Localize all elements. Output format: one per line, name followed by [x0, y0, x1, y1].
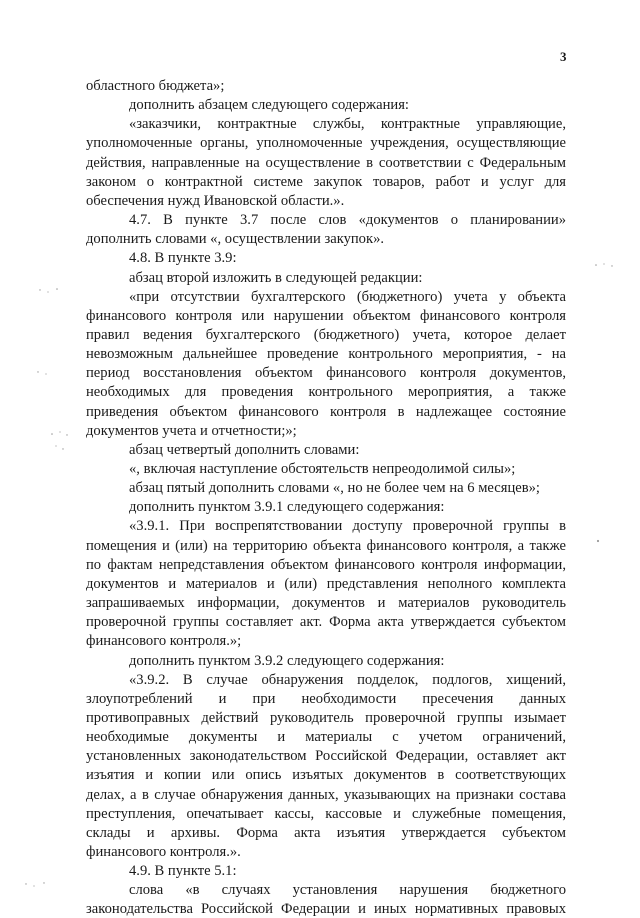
- text-line: абзац четвертый дополнить словами:: [129, 441, 360, 458]
- text-line: дополнить абзацем следующего содержания:: [129, 97, 409, 114]
- text-line: 4.9. В пункте 5.1:: [129, 863, 237, 880]
- text-line: документов учета и отчетности;»;: [86, 422, 297, 439]
- text-line: дополнить пунктом 3.9.1 следующего содержания:: [129, 499, 445, 516]
- text-line: необходимые документы и материалы с учетом ограничений,: [86, 729, 566, 746]
- page-number: 3: [560, 49, 567, 64]
- text-line: преступления, опечатывает кассы, кассовые и служебные помещения,: [86, 805, 566, 822]
- text-line: приведения объектом финансового контроля в надлежащее состояние: [86, 403, 566, 420]
- text-line: период восстановления объектом финансового контроля документов,: [86, 365, 566, 382]
- text-line: уполномоченные органы, уполномоченные учреждения, осуществляющие: [86, 135, 566, 152]
- text-line: абзац пятый дополнить словами «, но не более чем на 6 месяцев»;: [129, 480, 540, 497]
- text-line: установленных законодательством Российской Федерации, оставляет акт: [86, 748, 566, 765]
- text-line: запрашиваемых информации, документов и материалов руководитель: [86, 595, 566, 612]
- text-line: противоправных действий руководитель проверочной группы изымает: [86, 709, 566, 726]
- text-line: склады и архивы. Форма акта изъятия утверждается субъектом: [86, 824, 566, 841]
- text-line: невозможным дальнейшее проведение контрольного мероприятия, - на: [86, 346, 566, 363]
- text-line: 4.8. В пункте 3.9:: [129, 250, 237, 267]
- text-line: областного бюджета»;: [86, 78, 225, 94]
- text-line: обеспечения нужд Ивановской области.».: [86, 192, 345, 209]
- text-line: финансового контроля.».: [86, 844, 241, 860]
- text-line: помещения и (или) на территорию объекта финансового контроля, а также: [86, 537, 566, 554]
- text-line: проверочной группы составляет акт. Форма акта утверждается субъектом: [86, 614, 566, 631]
- text-line: изъятия и копии или опись изъятых документов в соответствующих: [86, 767, 566, 784]
- text-line: документов и материалов и (или) представления неполного комплекта: [86, 575, 566, 592]
- text-line: законом о контрактной системе закупок товаров, работ и услуг для: [86, 173, 566, 190]
- text-line: законодательства Российской Федерации и иных нормативных правовых: [86, 901, 566, 918]
- text-line: делах, а в случае обнаружения данных, указывающих на признаки состава: [86, 786, 566, 803]
- text-line: «3.9.2. В случае обнаружения подделок, подлогов, хищений,: [129, 671, 566, 688]
- text-line: «, включая наступление обстоятельств непреодолимой силы»;: [129, 461, 516, 477]
- text-line: абзац второй изложить в следующей редакции:: [129, 269, 423, 286]
- text-line: «при отсутствии бухгалтерского (бюджетного) учета у объекта: [129, 288, 566, 305]
- text-line: дополнить пунктом 3.9.2 следующего содержания:: [129, 652, 445, 669]
- text-line: дополнить словами «, осуществлении закупок».: [86, 231, 385, 248]
- text-line: слова «в случаях установления нарушения бюджетного: [129, 882, 566, 899]
- text-line: финансового контроля или нарушении объектом финансового контроля: [86, 307, 566, 324]
- text-line: «3.9.1. При воспрепятствовании доступу проверочной группы в: [129, 518, 566, 535]
- text-line: по фактам непредставления объектом финансового контроля информации,: [86, 556, 566, 573]
- text-line: 4.7. В пункте 3.7 после слов «документов о планировании»: [129, 212, 566, 229]
- text-line: необходимых для проведения контрольного мероприятия, а также: [86, 384, 566, 401]
- text-line: финансового контроля.»;: [86, 633, 242, 650]
- text-line: правил ведения бухгалтерского (бюджетного) учета, которое делает: [86, 326, 566, 343]
- text-line: злоупотреблений и при необходимости пресечения данных: [86, 690, 566, 707]
- text-line: «заказчики, контрактные службы, контрактные управляющие,: [129, 116, 566, 133]
- text-line: действия, направленные на осуществление в соответствии с Федеральным: [86, 154, 566, 171]
